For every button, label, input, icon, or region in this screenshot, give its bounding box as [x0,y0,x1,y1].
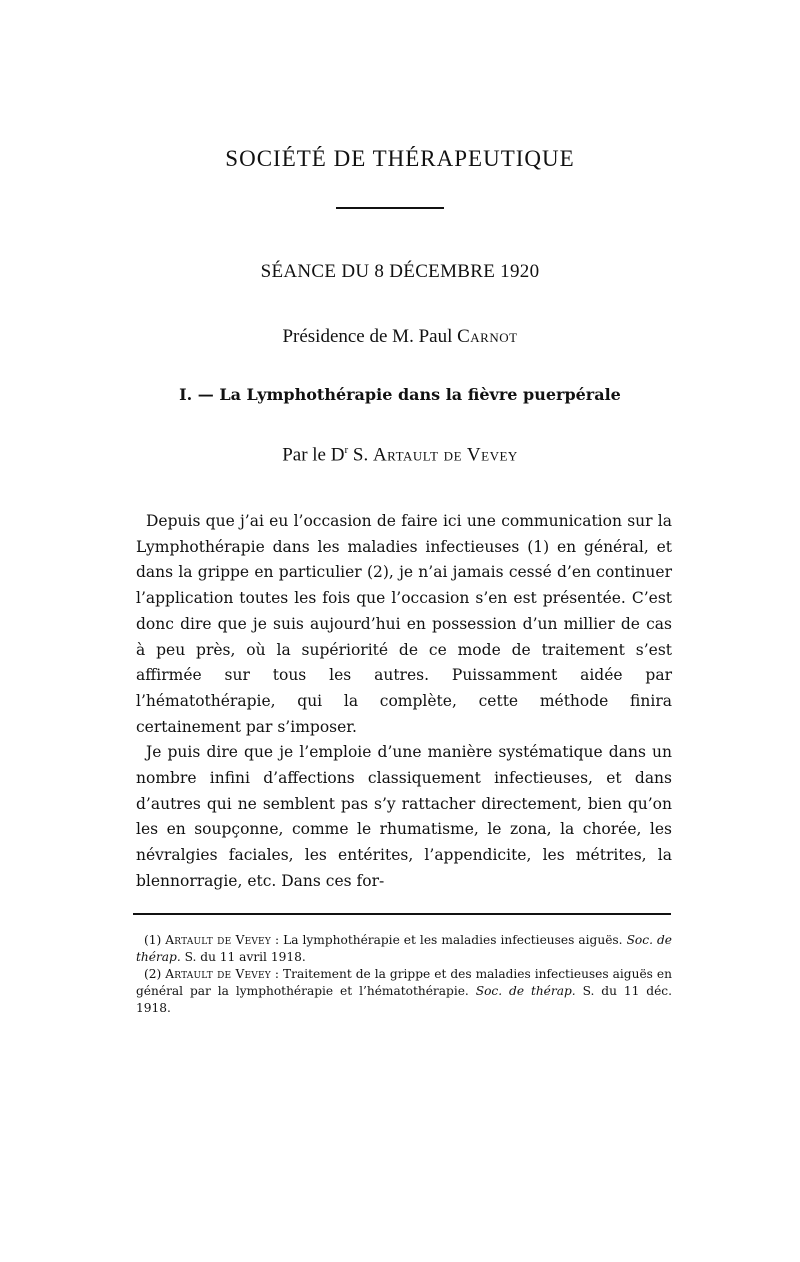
byline-prefix: Par le D [282,444,345,466]
society-title: SOCIÉTÉ DE THÉRAPEUTIQUE [225,146,575,171]
footnote-author: Artault de Vevey [165,933,271,947]
footnote-number: (1) [144,933,166,947]
president-name: Carnot [457,326,518,347]
footnote-2 [136,966,672,1017]
body-text [136,509,672,895]
body-paragraph: Depuis que j’ai eu l’occasion de faire ici une communication sur la Lymphothérapie dans les maladies infectieuses (1) en général, et dans la grippe en particulier (2), je n’ai jamais cessé d’en continuer l’application toutes les fois que l’occasion s’en est présentée. C’est donc dire que je suis aujourd’hui en possession d’un millier de cas à peu près, où la supériorité de ce mode de traitement s’est affirmée sur tous les autres. Puissamment aidée par l’hématothérapie, qui la complète, cette méthode finira certainement par s’imposer. [136,512,672,736]
footnote-text: : Traitement de la grippe et des maladies infectieuses aiguës en général par la lymphothérapie et l’hématothérapie. [136,967,672,998]
byline-initial: S. [348,444,373,466]
footnotes [136,932,672,1017]
title-divider [336,207,444,209]
footnote-ref: S. du 11 déc. 1918. [136,984,672,1015]
session-title: SÉANCE DU 8 DÉCEMBRE 1920 [260,261,540,282]
footnote-1 [136,932,672,966]
byline-superscript: r [344,444,349,456]
footnote-number: (2) [144,967,166,981]
presidence-line [0,326,800,348]
footnote-journal: Soc. de thérap. [475,984,576,998]
footnote-journal: Soc. de thérap. [136,933,672,964]
footnote-ref: S. du 11 avril 1918. [180,950,306,964]
article-title: I. — La Lymphothérapie dans la fièvre puerpérale [179,385,621,404]
footnote-text: : La lymphothérapie et les maladies infectieuses aiguës. [270,933,627,947]
footnote-author: Artault de Vevey [165,967,271,981]
byline [0,444,800,466]
body-paragraph: Je puis dire que je l’emploie d’une manière systématique dans un nombre infini d’affections classiquement infectieuses, et dans d’autres qui ne semblent pas s’y rattacher directement, bien qu’on les en soupçonne, comme le rhumatisme, le zona, la chorée, les névralgies faciales, les entérites, l’appendicite, les métrites, la blennorragie, etc. Dans ces for- [136,743,672,890]
presidence-prefix: Présidence de M. Paul [282,326,458,347]
footnote-divider [133,913,671,915]
author-name: Artault de Vevey [372,444,518,466]
